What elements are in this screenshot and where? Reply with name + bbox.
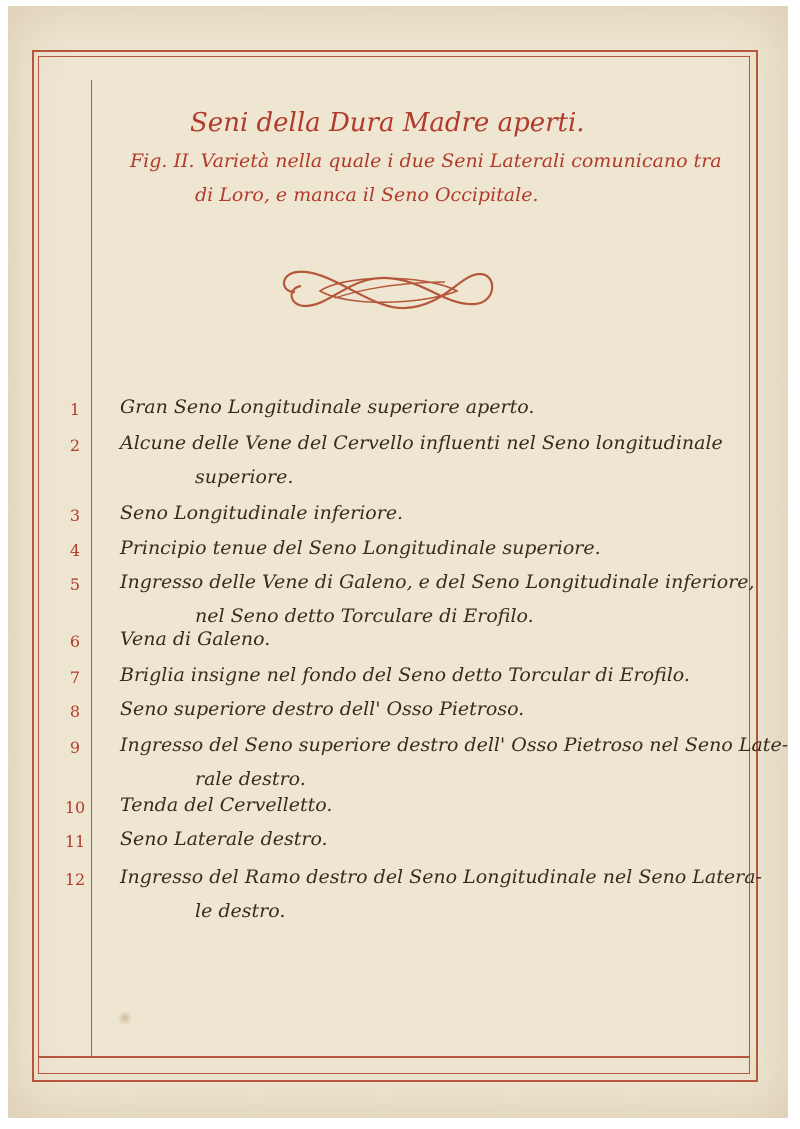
item-text: Seno Laterale destro.: [120, 828, 328, 850]
item-text: Seno superiore destro dell' Osso Pietroso.: [120, 698, 525, 720]
bottom-double-rule: [38, 1056, 749, 1058]
item-number: 5: [69, 575, 81, 594]
item-text: Principio tenue del Seno Longitudinale superiore.: [120, 537, 601, 559]
item-number: 4: [69, 541, 81, 560]
item-text: Vena di Galeno.: [120, 628, 271, 650]
item-number: 10: [64, 798, 86, 817]
item-number: 12: [64, 870, 86, 889]
item-number: 8: [69, 702, 81, 721]
margin-rule: [91, 80, 92, 1056]
item-text: Tenda del Cervelletto.: [120, 794, 333, 816]
item-text: Ingresso delle Vene di Galeno, e del Seno Longitudinale inferiore,: [120, 571, 755, 593]
item-text-continuation: le destro.: [195, 900, 286, 922]
item-number: 11: [64, 832, 86, 851]
item-number: 2: [69, 436, 81, 455]
figure-caption-line2: di Loro, e manca il Seno Occipitale.: [195, 184, 539, 206]
item-text-continuation: superiore.: [195, 466, 294, 488]
item-number: 7: [69, 668, 81, 687]
item-text: Alcune delle Vene del Cervello influenti nel Seno longitudinale: [120, 432, 723, 454]
paper-stain: [116, 1012, 134, 1024]
item-text: Ingresso del Ramo destro del Seno Longitudinale nel Seno Latera-: [120, 866, 762, 888]
figure-caption-line1: Fig. II. Varietà nella quale i due Seni Laterali comunicano tra: [130, 150, 722, 172]
page-title: Seni della Dura Madre aperti.: [190, 108, 585, 138]
item-text-continuation: rale destro.: [195, 768, 306, 790]
calligraphic-flourish-icon: [275, 262, 500, 320]
item-text-continuation: nel Seno detto Torculare di Erofilo.: [195, 605, 534, 627]
item-number: 9: [69, 738, 81, 757]
item-number: 3: [69, 506, 81, 525]
item-number: 6: [69, 632, 81, 651]
item-text: Gran Seno Longitudinale superiore aperto.: [120, 396, 535, 418]
item-text: Ingresso del Seno superiore destro dell' Osso Pietroso nel Seno Late-: [120, 734, 789, 756]
item-text: Seno Longitudinale inferiore.: [120, 502, 404, 524]
item-text: Briglia insigne nel fondo del Seno detto Torcular di Erofilo.: [120, 664, 690, 686]
item-number: 1: [69, 400, 81, 419]
